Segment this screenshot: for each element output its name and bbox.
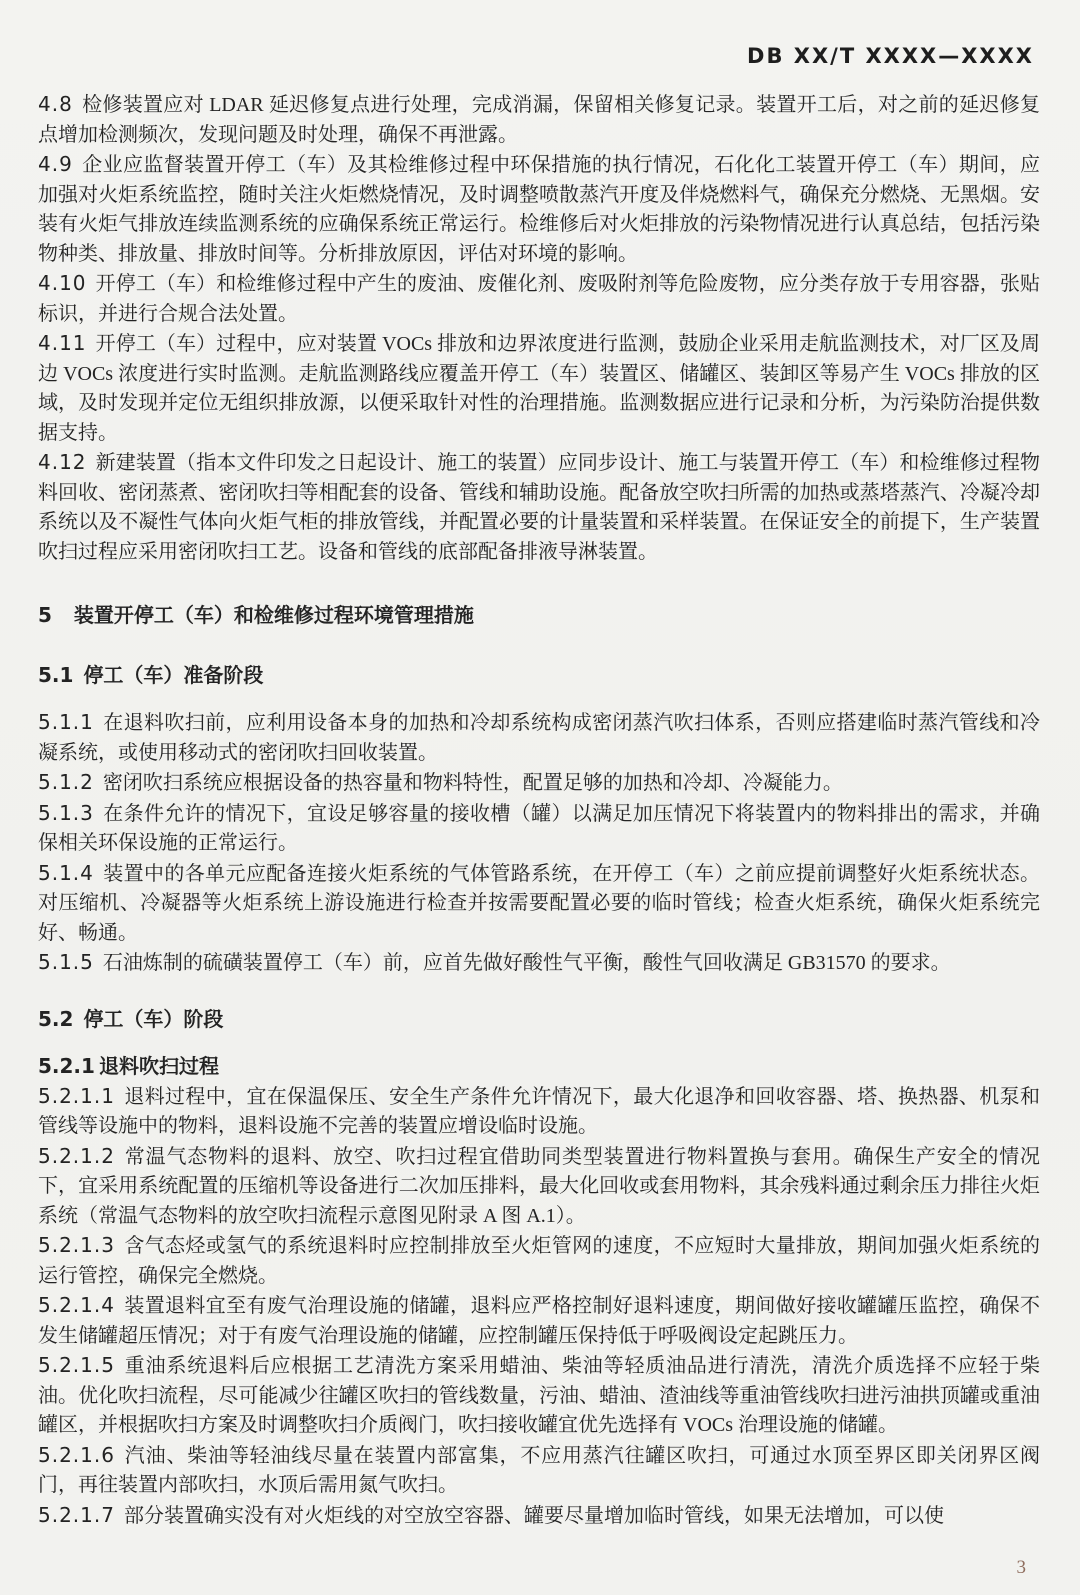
clause-number: 5.2.1 — [38, 1054, 95, 1078]
clause-number: 4.10 — [38, 271, 87, 295]
clause-number: 4.12 — [38, 450, 87, 474]
clause-number: 5.2.1.1 — [38, 1083, 115, 1108]
clause-number: 5.1.5 — [38, 950, 94, 974]
clause-text: 装置开停工（车）和检维修过程环境管理措施 — [73, 603, 474, 627]
clause-5.2.1.1 — [38, 1082, 1040, 1142]
clause-number: 5.2.1.7 — [38, 1502, 115, 1527]
clause-text: 退料吹扫过程 — [98, 1054, 219, 1078]
clause-5.2.1.2 — [38, 1142, 1040, 1232]
clause-5.1.3 — [38, 799, 1040, 859]
clause-text: 新建装置（指本文件印发之日起设计、施工的装置）应同步设计、施工与装置开停工（车）和检维修过程物料回收、密闭蒸煮、密闭吹扫等相配套的设备、管线和辅助设施。配备放空吹扫所需的加热或蒸塔蒸汽、冷凝冷却系统以及不凝性气体向火炬气柜的排放管线，并配置必要的计量装置和采样装置。在保证安全的前提下，生产装置吹扫过程应采用密闭吹扫工艺。设备和管线的底部配备排液导淋装置。 — [38, 452, 1040, 563]
doc-header — [0, 0, 1080, 68]
clause-number: 5.2.1.3 — [38, 1233, 115, 1257]
clause-text: 退料过程中，宜在保温保压、安全生产条件允许情况下，最大化退净和回收容器、塔、换热器、机泵和管线等设施中的物料，退料设施不完善的装置应增设临时设施。 — [38, 1085, 1040, 1137]
clause-text: 开停工（车）过程中，应对装置 VOCs 排放和边界浓度进行监测，鼓励企业采用走航监测技术，对厂区及周边 VOCs 浓度进行实时监测。走航监测路线应覆盖开停工（车）装置区、储罐区、装卸区等易产生 VOCs 排放的区域，及时发现并定位无组织排放源，以便采取针对性的治理措施。监测数据应进行记录和分析，为污染防治提供数据支持。 — [38, 333, 1040, 444]
clause-text: 常温气态物料的退料、放空、吹扫过程宜借助同类型装置进行物料置换与套用。确保生产安全的情况下，宜采用系统配置的压缩机等设备进行二次加压排料，最大化回收或套用物料，其余残料通过剩余压力排往火炬系统（常温气态物料的放空吹扫流程示意图见附录 A 图 A.1）。 — [38, 1145, 1040, 1227]
clause-5 — [38, 601, 1040, 631]
clause-text: 停工（车）阶段 — [83, 1006, 224, 1031]
clause-5.1.5 — [38, 948, 1040, 979]
clause-text: 企业应监督装置开停工（车）及其检维修过程中环保措施的执行情况，石化化工装置开停工（车）期间，应加强对火炬系统监控，随时关注火炬燃烧情况，及时调整喷散蒸汽开度及伴烧燃料气，确保充分燃烧、无黑烟。安装有火炬气排放连续监测系统的应确保系统正常运行。检维修后对火炬排放的污染物情况进行认真总结，包括污染物种类、排放量、排放时间等。分析排放原因，评估对环境的影响。 — [38, 154, 1040, 265]
clause-5.1.4 — [38, 859, 1040, 949]
clause-number: 4.8 — [38, 92, 73, 116]
clause-number: 5.1.2 — [38, 770, 94, 794]
clause-number: 5.1.1 — [38, 710, 94, 734]
clause-5.1 — [38, 661, 1040, 691]
clause-number: 4.9 — [38, 152, 73, 176]
clause-5.2.1.5 — [38, 1351, 1040, 1441]
clause-number: 5.2.1.6 — [38, 1442, 115, 1467]
clause-5.2.1 — [38, 1052, 1040, 1082]
clause-text: 汽油、柴油等轻油线尽量在装置内部富集，不应用蒸汽往罐区吹扫，可通过水顶至界区即关闭界区阀门，再往装置内部吹扫，水顶后需用氮气吹扫。 — [38, 1444, 1040, 1496]
clause-5.2.1.6 — [38, 1441, 1040, 1501]
clause-text: 含气态烃或氢气的系统退料时应控制排放至火炬管网的速度，不应短时大量排放，期间加强火炬系统的运行管控，确保完全燃烧。 — [38, 1235, 1040, 1287]
clause-4.10 — [38, 269, 1040, 329]
clause-5.2.1.3 — [38, 1231, 1040, 1291]
document-body — [0, 68, 1080, 1531]
clause-number: 5.2 — [38, 1006, 74, 1031]
clause-text: 装置退料宜至有废气治理设施的储罐，退料应严格控制好退料速度，期间做好接收罐罐压监控，确保不发生储罐超压情况；对于有废气治理设施的储罐，应控制罐压保持低于呼吸阀设定起跳压力。 — [38, 1295, 1040, 1347]
clause-text: 检修装置应对 LDAR 延迟修复点进行处理，完成消漏，保留相关修复记录。装置开工后，对之前的延迟修复点增加检测频次，发现问题及时处理，确保不再泄露。 — [38, 94, 1040, 146]
clause-text: 在退料吹扫前，应利用设备本身的加热和冷却系统构成密闭蒸汽吹扫体系，否则应搭建临时蒸汽管线和冷凝系统，或使用移动式的密闭吹扫回收装置。 — [38, 712, 1040, 764]
clause-number: 4.11 — [38, 331, 87, 355]
clause-5.2 — [38, 1005, 1040, 1035]
clause-4.12 — [38, 448, 1040, 567]
clause-number: 5.1 — [38, 662, 74, 687]
clause-number: 5.2.1.5 — [38, 1353, 115, 1377]
clause-number: 5.1.4 — [38, 860, 94, 885]
clause-number: 5.2.1.4 — [38, 1293, 115, 1317]
clause-5.2.1.7 — [38, 1501, 1040, 1532]
clause-text: 重油系统退料后应根据工艺清洗方案采用蜡油、柴油等轻质油品进行清洗，清洗介质选择不应轻于柴油。优化吹扫流程，尽可能减少往罐区吹扫的管线数量，污油、蜡油、渣油线等重油管线吹扫进污油拱顶罐或重油罐区，并根据吹扫方案及时调整吹扫介质阀门，吹扫接收罐宜优先选择有 VOCs 治理设施的储罐。 — [38, 1355, 1040, 1436]
clause-number: 5.1.3 — [38, 800, 94, 825]
clause-text: 部分装置确实没有对火炬线的对空放空容器、罐要尽量增加临时管线，如果无法增加，可以使 — [123, 1504, 944, 1527]
clause-number: 5 — [38, 603, 52, 627]
clause-text: 石油炼制的硫磺装置停工（车）前，应首先做好酸性气平衡，酸性气回收满足 GB31570 的要求。 — [102, 952, 951, 974]
page-number: 3 — [1016, 1557, 1026, 1578]
clause-text: 停工（车）准备阶段 — [83, 662, 264, 687]
clause-4.8 — [38, 90, 1040, 150]
clause-text: 密闭吹扫系统应根据设备的热容量和物料特性，配置足够的加热和冷却、冷凝能力。 — [102, 772, 843, 794]
clause-text: 装置中的各单元应配备连接火炬系统的气体管路系统，在开停工（车）之前应提前调整好火炬系统状态。对压缩机、冷凝器等火炬系统上游设施进行检查并按需要配置必要的临时管线；检查火炬系统，确保火炬系统完好、畅通。 — [38, 862, 1040, 944]
clause-text: 在条件允许的情况下，宜设足够容量的接收槽（罐）以满足加压情况下将装置内的物料排出的需求，并确保相关环保设施的正常运行。 — [38, 802, 1040, 854]
doc-code: DB XX/T XXXX—XXXX — [747, 44, 1034, 68]
clause-number: 5.2.1.2 — [38, 1143, 115, 1168]
clause-5.1.2 — [38, 768, 1040, 799]
clause-text: 开停工（车）和检维修过程中产生的废油、废催化剂、废吸附剂等危险废物，应分类存放于专用容器，张贴标识，并进行合规合法处置。 — [38, 273, 1040, 325]
clause-5.1.1 — [38, 708, 1040, 768]
clause-5.2.1.4 — [38, 1291, 1040, 1351]
clause-4.9 — [38, 150, 1040, 269]
clause-4.11 — [38, 329, 1040, 448]
